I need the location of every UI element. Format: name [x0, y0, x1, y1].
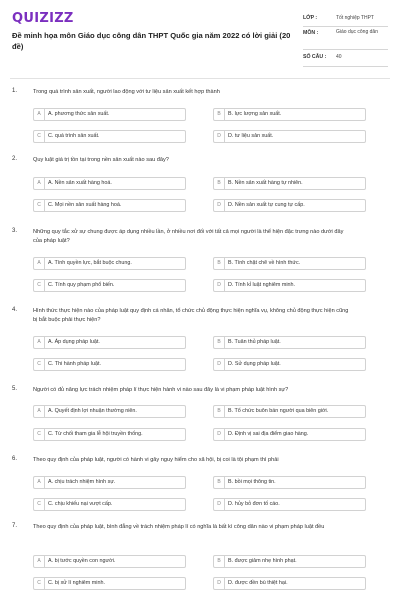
- option-letter: D: [214, 200, 225, 211]
- answer-option-d[interactable]: [213, 428, 366, 441]
- answer-option-d[interactable]: [213, 130, 366, 143]
- option-text: A. Tính quyền lực, bắt buộc chung.: [48, 260, 132, 266]
- answer-option-b[interactable]: [213, 108, 366, 121]
- option-text: A. bị tước quyền con người.: [48, 558, 116, 564]
- answer-option-b[interactable]: [213, 177, 366, 190]
- question-number: 3.: [12, 228, 18, 234]
- question-number: 2.: [12, 156, 18, 162]
- option-text: B. Nền sản xuất hàng tự nhiên.: [228, 180, 303, 186]
- option-text: C. Mọi nền sản xuất hàng hoá.: [48, 202, 122, 208]
- option-letter: A: [34, 406, 45, 417]
- option-text: D. Định vị sai địa điểm giao hàng.: [228, 431, 309, 437]
- question-number: 6.: [12, 456, 18, 462]
- meta-class-label: LỚP :: [303, 15, 318, 21]
- option-letter: C: [34, 499, 45, 510]
- question-number: 4.: [12, 307, 18, 313]
- option-letter: A: [34, 178, 45, 189]
- option-text: A. Áp dụng pháp luật.: [48, 339, 100, 345]
- meta-count-label: SỐ CÂU :: [303, 54, 327, 60]
- option-text: C. Từ chối tham gia lễ hội truyền thống.: [48, 431, 143, 437]
- option-letter: B: [214, 556, 225, 567]
- answer-option-c[interactable]: [33, 498, 186, 511]
- option-text: B. lực lượng sản xuất.: [228, 111, 282, 117]
- option-text: D. Tính kỉ luật nghiêm minh.: [228, 282, 296, 288]
- option-text: A. Quyết định lợi nhuận thường niên.: [48, 408, 137, 414]
- option-text: B. Tổ chức buôn bán người qua biên giới.: [228, 408, 329, 414]
- meta-subject-label: MÔN :: [303, 30, 319, 36]
- option-letter: D: [214, 280, 225, 291]
- answer-option-c[interactable]: [33, 428, 186, 441]
- question-number: 5.: [12, 386, 18, 392]
- option-letter: D: [214, 131, 225, 142]
- meta-divider: [303, 49, 388, 50]
- option-letter: D: [214, 499, 225, 510]
- question-text: Những quy tắc xử sự chung được áp dụng nhiều lần, ở nhiều nơi đối với tất cả mọi người là thể hiện đặc trưng nào dưới đây của pháp luật?: [33, 229, 344, 244]
- answer-option-b[interactable]: [213, 336, 366, 349]
- answer-option-a[interactable]: [33, 555, 186, 568]
- option-text: B. bồi mọi thông tin.: [228, 479, 276, 485]
- option-text: D. được đền bù thiệt hại.: [228, 580, 288, 586]
- option-text: C. chịu khiếu nại vượt cấp.: [48, 501, 113, 507]
- worksheet-header: [0, 0, 400, 76]
- option-letter: C: [34, 429, 45, 440]
- option-text: B. Tính chặt chẽ về hình thức.: [228, 260, 301, 266]
- option-text: D. Sử dụng pháp luật.: [228, 361, 281, 367]
- answer-option-a[interactable]: [33, 476, 186, 489]
- question-text: Theo quy định của pháp luật, bình đẳng về trách nhiệm pháp lí có nghĩa là bất kì công dân nào vi phạm pháp luật đều: [33, 524, 325, 530]
- option-text: B. được giảm nhẹ hình phạt.: [228, 558, 297, 564]
- answer-option-d[interactable]: [213, 199, 366, 212]
- option-text: D. hủy bỏ đơn tố cáo.: [228, 501, 280, 507]
- question-text: Trong quá trình sản xuất, người lao động với tư liệu sản xuất kết hợp thành: [33, 89, 220, 95]
- answer-option-d[interactable]: [213, 279, 366, 292]
- option-letter: B: [214, 337, 225, 348]
- answer-option-a[interactable]: [33, 108, 186, 121]
- answer-option-d[interactable]: [213, 358, 366, 371]
- question-text: Người có đủ năng lực trách nhiệm pháp lí thực hiện hành vi nào sau đây là vi phạm pháp luật hình sự?: [33, 387, 289, 393]
- option-text: D. Nền sản xuất tự cung tự cấp.: [228, 202, 305, 208]
- option-letter: C: [34, 359, 45, 370]
- option-letter: A: [34, 556, 45, 567]
- question-text: Hình thức thực hiện nào của pháp luật quy định cá nhân, tổ chức chủ động thực hiện nghĩa vụ, không chủ động thực hiện cũng bị bắt buộc phải thực hiện?: [33, 308, 349, 323]
- option-letter: A: [34, 258, 45, 269]
- meta-class-value: Tốt nghiệp THPT: [336, 15, 374, 21]
- option-text: C. bị xử lí nghiêm minh.: [48, 580, 105, 586]
- question-text: Quy luật giá trị tồn tại trong nền sản xuất nào sau đây?: [33, 157, 169, 163]
- answer-option-a[interactable]: [33, 177, 186, 190]
- answer-option-d[interactable]: [213, 498, 366, 511]
- answer-option-a[interactable]: [33, 257, 186, 270]
- option-text: C. quá trình sản xuất.: [48, 133, 100, 139]
- answer-option-a[interactable]: [33, 405, 186, 418]
- option-letter: A: [34, 477, 45, 488]
- option-letter: A: [34, 337, 45, 348]
- meta-subject-row: [303, 29, 388, 47]
- option-letter: A: [34, 109, 45, 120]
- option-text: A. chịu trách nhiệm hình sự.: [48, 479, 116, 485]
- answer-option-c[interactable]: [33, 577, 186, 590]
- option-letter: B: [214, 258, 225, 269]
- option-letter: B: [214, 406, 225, 417]
- answer-option-b[interactable]: [213, 405, 366, 418]
- option-letter: B: [214, 178, 225, 189]
- option-letter: B: [214, 109, 225, 120]
- answer-option-c[interactable]: [33, 199, 186, 212]
- answer-option-c[interactable]: [33, 358, 186, 371]
- option-text: B. Tuân thủ pháp luật.: [228, 339, 281, 345]
- meta-class-row: [303, 12, 388, 22]
- option-text: C. Thi hành pháp luật.: [48, 361, 101, 367]
- meta-divider: [303, 66, 388, 67]
- option-text: C. Tính quy phạm phổ biến.: [48, 282, 115, 288]
- option-letter: D: [214, 429, 225, 440]
- header-divider: [10, 78, 390, 79]
- answer-option-c[interactable]: [33, 130, 186, 143]
- option-letter: C: [34, 131, 45, 142]
- option-letter: D: [214, 578, 225, 589]
- option-letter: B: [214, 477, 225, 488]
- question-text: Theo quy định của pháp luật, người có hành vi gây nguy hiểm cho xã hội, bị coi là tội phạm thì phải: [33, 457, 279, 463]
- option-text: A. Nền sản xuất hàng hoá.: [48, 180, 112, 186]
- answer-option-b[interactable]: [213, 257, 366, 270]
- answer-option-d[interactable]: [213, 577, 366, 590]
- meta-divider: [303, 26, 388, 27]
- answer-option-b[interactable]: [213, 476, 366, 489]
- answer-option-a[interactable]: [33, 336, 186, 349]
- option-letter: C: [34, 200, 45, 211]
- option-text: D. tư liệu sản xuất.: [228, 133, 274, 139]
- answer-option-c[interactable]: [33, 279, 186, 292]
- meta-count-row: [303, 52, 388, 62]
- quizizz-logo: QUIZIZZ: [12, 11, 74, 26]
- answer-option-b[interactable]: [213, 555, 366, 568]
- meta-subject-value: Giáo dục công dân: [336, 29, 378, 35]
- meta-count-value: 40: [336, 54, 342, 60]
- worksheet-title: Đề minh họa môn Giáo dục công dân THPT Quốc gia năm 2022 có lời giải (20 đề): [12, 31, 291, 51]
- question-number: 1.: [12, 88, 18, 94]
- option-text: A. phương thức sản xuất.: [48, 111, 110, 117]
- question-number: 7.: [12, 523, 18, 529]
- option-letter: D: [214, 359, 225, 370]
- worksheet-meta: [303, 12, 388, 60]
- option-letter: C: [34, 280, 45, 291]
- option-letter: C: [34, 578, 45, 589]
